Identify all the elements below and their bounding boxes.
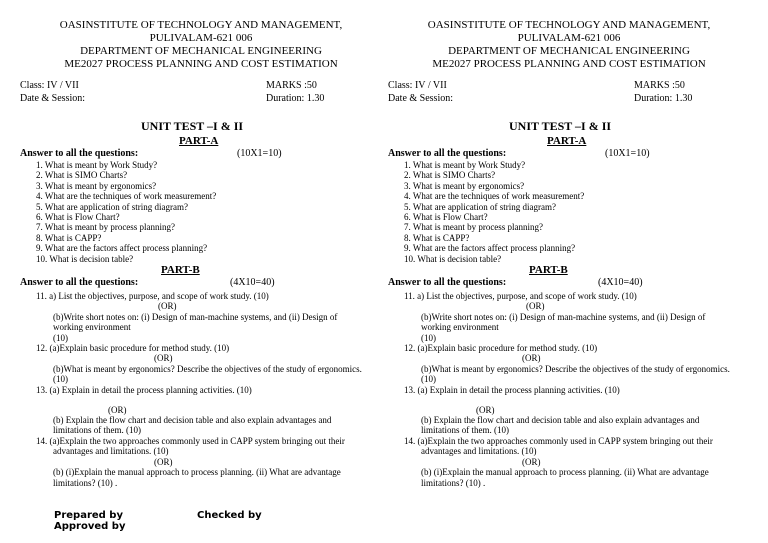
part-b-question-line: 11. a) List the objectives, purpose, and scope of work study. (10) <box>404 291 637 301</box>
part-b-question-line: (b)Write short notes on: (i) Design of man-machine systems, and (ii) Design of <box>421 312 706 322</box>
part-b-question-line: (b) (i)Explain the manual approach to process planning. (ii) What are advantage <box>421 467 709 477</box>
part-a-question: 9. What are the factors affect process planning? <box>36 243 208 253</box>
part-b-question-line: 14. (a)Explain the two approaches commonly used in CAPP system bringing out their <box>36 436 345 446</box>
course-title: ME2027 PROCESS PLANNING AND COST ESTIMATION <box>64 58 338 70</box>
part-a-question: 5. What are application of string diagram? <box>404 202 557 212</box>
part-b-question-line: (OR) <box>526 301 545 311</box>
part-b-marks: (4X10=40) <box>230 277 275 288</box>
duration-field: Duration: 1.30 <box>266 93 325 104</box>
part-b-question-line: (b)What is meant by ergonomics? Describe the objectives of the study of ergonomics. <box>421 364 730 374</box>
part-b-question-line: (b)What is meant by ergonomics? Describe the objectives of the study of ergonomics. <box>53 364 362 374</box>
part-a-question: 7. What is meant by process planning? <box>36 222 176 232</box>
part-b-question-line: 11. a) List the objectives, purpose, and scope of work study. (10) <box>36 291 269 301</box>
part-a-question: 5. What are application of string diagram? <box>36 202 189 212</box>
part-a-question: 1. What is meant by Work Study? <box>404 160 526 170</box>
part-a-question: 4. What are the techniques of work measurement? <box>404 191 585 201</box>
department-name: DEPARTMENT OF MECHANICAL ENGINEERING <box>80 45 322 57</box>
part-b-question-line: (OR) <box>476 405 495 415</box>
part-b-question-line: (b) (i)Explain the manual approach to process planning. (ii) What are advantage <box>53 467 341 477</box>
part-b-question-line: (OR) <box>158 301 177 311</box>
prepared-by-label: Prepared by <box>54 510 123 521</box>
part-a-question: 4. What are the techniques of work measurement? <box>36 191 217 201</box>
class-field: Class: IV / VII <box>20 80 79 91</box>
part-b-instruction: Answer to all the questions: <box>388 277 507 288</box>
part-b-question-line: (10) <box>53 374 68 384</box>
marks-field: MARKS :50 <box>634 80 685 91</box>
course-title: ME2027 PROCESS PLANNING AND COST ESTIMATION <box>432 58 706 70</box>
part-a-question: 8. What is CAPP? <box>36 233 102 243</box>
part-b-marks: (4X10=40) <box>598 277 643 288</box>
part-a-question: 2. What is SIMO Charts? <box>36 170 128 180</box>
part-a-question: 6. What is Flow Chart? <box>404 212 488 222</box>
department-name: DEPARTMENT OF MECHANICAL ENGINEERING <box>448 45 690 57</box>
date-session-field: Date & Session: <box>388 93 453 104</box>
part-b-question-line: working environment <box>53 322 131 332</box>
part-a-question: 7. What is meant by process planning? <box>404 222 544 232</box>
question-paper-right <box>386 0 756 543</box>
part-a-question: 1. What is meant by Work Study? <box>36 160 158 170</box>
institute-name: OASINSTITUTE OF TECHNOLOGY AND MANAGEMENT, <box>59 19 343 31</box>
part-b-question-line: (b) Explain the flow chart and decision table and also explain advantages and <box>421 415 700 425</box>
part-b-question-line: limitations? (10) . <box>421 478 486 488</box>
part-a-question: 6. What is Flow Chart? <box>36 212 120 222</box>
part-a-question: 10. What is decision table? <box>36 254 134 264</box>
part-b-question-line: (OR) <box>522 457 541 467</box>
duration-field: Duration: 1.30 <box>634 93 693 104</box>
part-a-marks: (10X1=10) <box>237 148 282 159</box>
part-b-question-line: limitations? (10) . <box>53 478 118 488</box>
part-b-heading: PART-B <box>529 264 568 276</box>
part-a-marks: (10X1=10) <box>605 148 650 159</box>
institute-address: PULIVALAM-621 006 <box>517 32 621 44</box>
part-b-question-line: (OR) <box>108 405 127 415</box>
part-a-question: 3. What is meant by ergonomics? <box>36 181 157 191</box>
part-b-question-line: (OR) <box>154 457 173 467</box>
part-a-question: 9. What are the factors affect process planning? <box>404 243 576 253</box>
part-a-heading: PART-A <box>179 135 219 147</box>
part-b-question-line: advantages and limitations. (10) <box>53 446 169 456</box>
part-b-question-line: working environment <box>421 322 499 332</box>
part-b-question-line: 14. (a)Explain the two approaches commonly used in CAPP system bringing out their <box>404 436 713 446</box>
part-a-instruction: Answer to all the questions: <box>20 148 139 159</box>
part-a-question: 8. What is CAPP? <box>404 233 470 243</box>
part-b-question-line: limitations of them. (10) <box>53 425 141 435</box>
part-a-heading: PART-A <box>547 135 587 147</box>
test-title: UNIT TEST –I & II <box>141 119 244 133</box>
part-a-instruction: Answer to all the questions: <box>388 148 507 159</box>
question-paper-left <box>18 0 388 543</box>
part-b-question-line: advantages and limitations. (10) <box>421 446 537 456</box>
class-field: Class: IV / VII <box>388 80 447 91</box>
test-title: UNIT TEST –I & II <box>509 119 612 133</box>
part-b-heading: PART-B <box>161 264 200 276</box>
part-b-question-line: (b) Explain the flow chart and decision table and also explain advantages and <box>53 415 332 425</box>
part-a-question: 10. What is decision table? <box>404 254 502 264</box>
part-b-question-line: (10) <box>421 333 436 343</box>
part-b-question-line: 12. (a)Explain basic procedure for method study. (10) <box>36 343 230 353</box>
part-b-instruction: Answer to all the questions: <box>20 277 139 288</box>
part-b-question-line: limitations of them. (10) <box>421 425 509 435</box>
institute-name: OASINSTITUTE OF TECHNOLOGY AND MANAGEMENT, <box>427 19 711 31</box>
part-b-question-line: (b)Write short notes on: (i) Design of man-machine systems, and (ii) Design of <box>53 312 338 322</box>
part-a-question: 2. What is SIMO Charts? <box>404 170 496 180</box>
part-b-question-line: (OR) <box>154 353 173 363</box>
part-b-question-line: 13. (a) Explain in detail the process planning activities. (10) <box>404 385 620 395</box>
part-b-question-line: 12. (a)Explain basic procedure for method study. (10) <box>404 343 598 353</box>
part-b-question-line: (10) <box>421 374 436 384</box>
checked-by-label: Checked by <box>197 510 262 521</box>
institute-address: PULIVALAM-621 006 <box>149 32 253 44</box>
part-a-question: 3. What is meant by ergonomics? <box>404 181 525 191</box>
part-b-question-line: 13. (a) Explain in detail the process planning activities. (10) <box>36 385 252 395</box>
part-b-question-line: (10) <box>53 333 68 343</box>
date-session-field: Date & Session: <box>20 93 85 104</box>
marks-field: MARKS :50 <box>266 80 317 91</box>
part-b-question-line: (OR) <box>522 353 541 363</box>
approved-by-label: Approved by <box>54 521 126 532</box>
